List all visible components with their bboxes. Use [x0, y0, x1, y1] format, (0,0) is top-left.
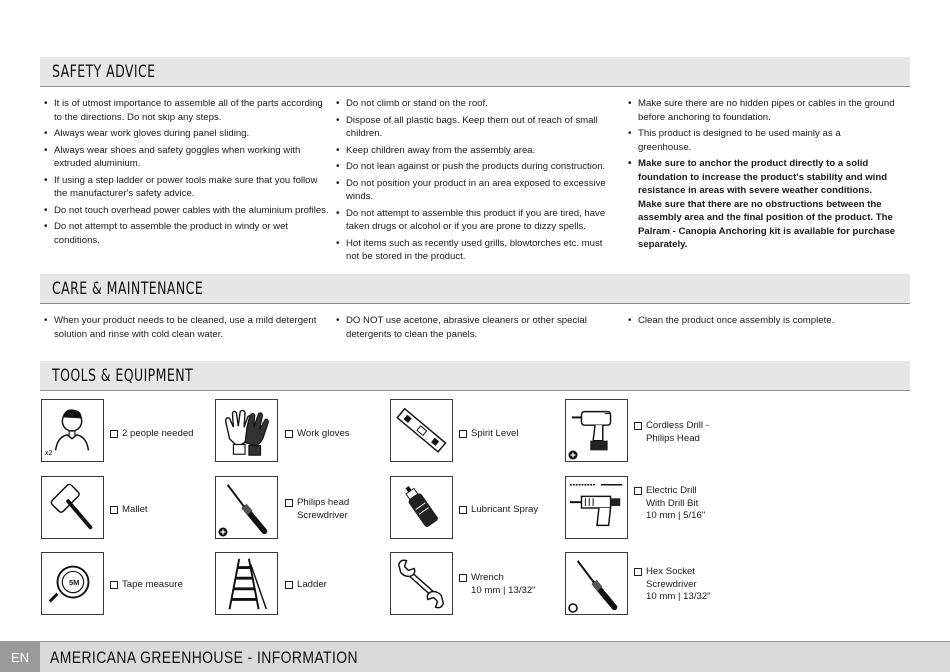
tool-box-spirit-level: [390, 399, 453, 462]
tool-box-hex-screwdriver: [565, 552, 628, 615]
safety-item: • Always wear shoes and safety goggles when working with extruded aluminium.: [42, 144, 332, 171]
ladder-icon: [216, 553, 277, 614]
safety-item: • Do not attempt to assemble this product if you are tired, have taken drugs or alcohol or if you are prone to dizzy spells.: [334, 207, 609, 234]
mallet-icon: [42, 477, 103, 538]
care-item: • Clean the product once assembly is complete.: [626, 314, 896, 328]
tool-box-lubricant-spray: [390, 476, 453, 539]
safety-item: • Keep children away from the assembly area.: [334, 144, 609, 158]
checkbox-mallet[interactable]: [110, 506, 118, 514]
safety-item-anchoring: • Make sure to anchor the product directly to a solid foundation to increase the product's stability and wind resistance in areas with severe weather conditions. Make sure that there are no obstructions between the assembly area and the final position of the product. The Palram - Canopia Anchoring kit is available for purchase separately.: [626, 157, 896, 252]
tool-box-screwdriver: [215, 476, 278, 539]
wrench-icon: [391, 553, 452, 614]
safety-item: • Make sure there are no hidden pipes or cables in the ground before anchoring to foundation.: [626, 97, 896, 124]
tool-label-hex-screwdriver: Hex Socket Screwdriver 10 mm | 13/32": [646, 566, 711, 602]
tool-box-people: [41, 399, 104, 462]
safety-item: • Do not position your product in an area exposed to excessive winds.: [334, 177, 609, 204]
page-footer: [0, 641, 950, 672]
tools-equipment-header: [40, 361, 910, 391]
tool-label-wrench: Wrench 10 mm | 13/32": [471, 572, 536, 596]
tool-label-gloves: Work gloves: [297, 428, 350, 439]
checkbox-screwdriver[interactable]: [285, 499, 293, 507]
safety-advice-title: SAFETY ADVICE: [52, 62, 156, 82]
tool-label-screwdriver: Philips head Screwdriver: [297, 497, 350, 521]
footer-title: AMERICANA GREENHOUSE - INFORMATION: [50, 648, 358, 667]
checkbox-electric-drill[interactable]: [634, 487, 642, 495]
safety-item: • Do not touch overhead power cables with the aluminium profiles.: [42, 204, 332, 218]
safety-item: • This product is designed to be used mainly as a greenhouse.: [626, 127, 896, 154]
checkbox-cordless-drill[interactable]: [634, 422, 642, 430]
tool-box-wrench: [390, 552, 453, 615]
tool-box-ladder: [215, 552, 278, 615]
checkbox-wrench[interactable]: [459, 574, 467, 582]
tool-box-cordless-drill: [565, 399, 628, 462]
tool-label-spirit-level: Spirit Level: [471, 428, 519, 439]
safety-column-1: [42, 97, 332, 250]
tool-label-lubricant-spray: Lubricant Spray: [471, 504, 539, 515]
safety-item: • If using a step ladder or power tools make sure that you follow the manufacturer's safety advice.: [42, 174, 332, 201]
care-maintenance-title: CARE & MAINTENANCE: [52, 279, 204, 299]
spirit-level-icon: [391, 400, 452, 461]
care-item: • DO NOT use acetone, abrasive cleaners or other special detergents to clean the panels.: [334, 314, 609, 341]
care-item: • When your product needs to be cleaned, use a mild detergent solution and rinse with cold clean water.: [42, 314, 332, 341]
tool-label-ladder: Ladder: [297, 579, 327, 590]
safety-column-2: [334, 97, 609, 267]
tool-label-cordless-drill: Cordless Drill - Philips Head: [646, 420, 709, 444]
tool-box-tape-measure: [41, 552, 104, 615]
tools-equipment-title: TOOLS & EQUIPMENT: [52, 366, 194, 386]
safety-item: • Hot items such as recently used grills, blowtorches etc. must not be stored in the product.: [334, 237, 609, 264]
electric-drill-icon: [566, 477, 627, 538]
tool-label-mallet: Mallet: [122, 504, 148, 515]
safety-item: • Do not attempt to assemble the product in windy or wet conditions.: [42, 220, 332, 247]
people-count-badge: x2: [45, 450, 53, 457]
care-maintenance-header: [40, 274, 910, 304]
plus-icon: [218, 527, 228, 537]
checkbox-lubricant-spray[interactable]: [459, 506, 467, 514]
safety-item: • It is of utmost importance to assemble all of the parts according to the directions. Do not skip any steps.: [42, 97, 332, 124]
safety-item: • Always wear work gloves during panel sliding.: [42, 127, 332, 141]
safety-item: • Dispose of all plastic bags. Keep them out of reach of small children.: [334, 114, 609, 141]
checkbox-spirit-level[interactable]: [459, 430, 467, 438]
tool-box-gloves: [215, 399, 278, 462]
hex-socket-icon: [568, 603, 578, 613]
plus-icon: [568, 450, 578, 460]
checkbox-gloves[interactable]: [285, 430, 293, 438]
safety-advice-header: [40, 57, 910, 87]
care-column-3: [626, 314, 896, 331]
checkbox-tape-measure[interactable]: [110, 581, 118, 589]
tool-label-people: 2 people needed: [122, 428, 194, 439]
care-column-1: [42, 314, 332, 344]
language-tag: EN: [0, 642, 40, 672]
tape-length-badge: 5M: [69, 578, 80, 587]
checkbox-ladder[interactable]: [285, 581, 293, 589]
safety-item: • Do not lean against or push the products during construction.: [334, 160, 609, 174]
spray-icon: [391, 477, 452, 538]
safety-item: • Do not climb or stand on the roof.: [334, 97, 609, 111]
tool-box-electric-drill: [565, 476, 628, 539]
tool-box-mallet: [41, 476, 104, 539]
gloves-icon: [216, 400, 277, 461]
care-column-2: [334, 314, 609, 344]
tool-label-electric-drill: Electric Drill With Drill Bit 10 mm | 5/16": [646, 485, 706, 521]
tool-label-tape-measure: Tape measure: [122, 579, 183, 590]
safety-column-3: [626, 97, 896, 255]
checkbox-hex-screwdriver[interactable]: [634, 568, 642, 576]
checkbox-people[interactable]: [110, 430, 118, 438]
